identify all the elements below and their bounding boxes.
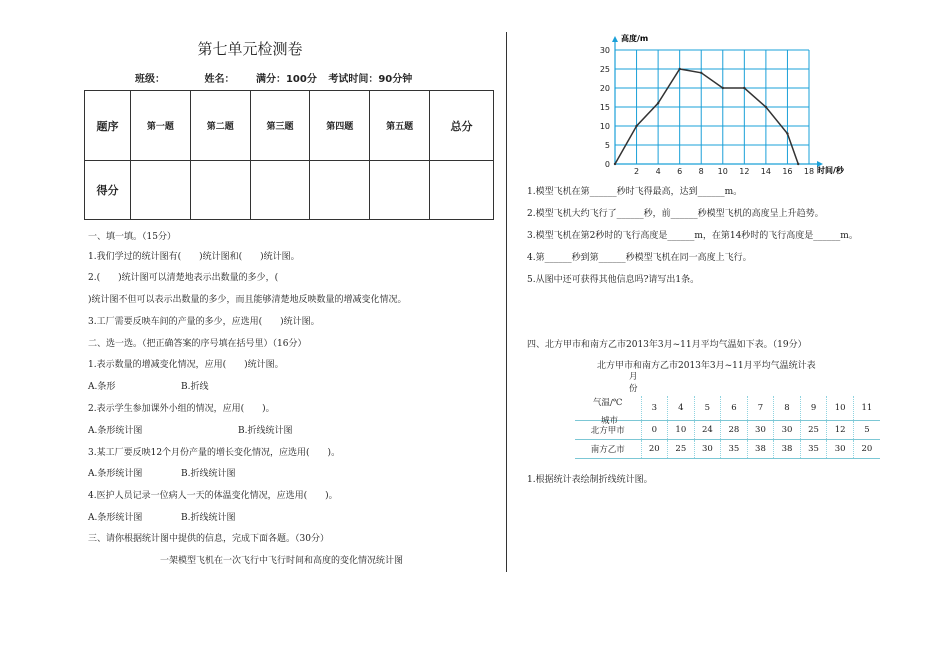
x-tick-label: 6 (677, 167, 683, 176)
temp-cell: 24 (694, 421, 721, 440)
corner-city-label: 城市 (601, 416, 619, 426)
temp-cell: 10 (668, 421, 695, 440)
data-point (797, 163, 799, 165)
data-point (765, 106, 767, 108)
question-text: 2.表示学生参加课外小组的情况，应用( )。 (88, 404, 275, 414)
option-text: A.条形统计图 (88, 513, 143, 523)
month-header: 4 (668, 396, 695, 421)
y-tick-label: 25 (599, 65, 610, 74)
temp-cell: 0 (641, 421, 668, 440)
data-point (678, 68, 680, 70)
temp-cell: 35 (800, 440, 827, 459)
y-tick-label: 20 (599, 84, 610, 93)
month-header: 3 (641, 396, 668, 421)
temp-cell: 30 (827, 440, 854, 459)
exam-time-label: 考试时间：90分钟 (328, 74, 413, 85)
score-blank-cell[interactable] (430, 161, 494, 220)
table-title: 北方甲市和南方乙市2013年3月~11月平均气温统计表 (597, 361, 816, 371)
data-point (786, 132, 788, 134)
data-point (722, 87, 724, 89)
table-corner-cell (575, 372, 641, 396)
series-line (615, 69, 798, 164)
student-info-line (135, 70, 434, 85)
score-table-header-cell: 第四题 (310, 91, 370, 161)
y-tick-label: 10 (599, 122, 610, 131)
data-point (743, 87, 745, 89)
table-row (575, 440, 880, 459)
y-axis-label: 高度/m (621, 34, 649, 43)
temp-cell: 35 (721, 440, 748, 459)
temp-cell: 30 (774, 421, 801, 440)
column-divider (506, 32, 507, 572)
chart-caption: 一架模型飞机在一次飞行中飞行时间和高度的变化情况统计图 (160, 556, 404, 566)
page-title: 第七单元检测卷 (197, 40, 303, 58)
month-header: 5 (694, 396, 721, 421)
temp-cell: 12 (827, 421, 854, 440)
x-tick-label: 10 (717, 167, 728, 176)
option-text: B.折线 (181, 382, 209, 392)
temperature-table (575, 372, 880, 459)
x-tick-label: 12 (739, 167, 750, 176)
y-tick-label: 30 (599, 46, 610, 55)
question-text: )统计图不但可以表示出数量的多少，而且能够清楚地反映数量的增减变化情况。 (88, 295, 407, 305)
option-text: A.条形 (88, 382, 116, 392)
section-3-heading: 三、请你根据统计图中提供的信息，完成下面各题。（30分） (88, 534, 329, 544)
height-time-line-chart (595, 30, 865, 180)
data-point (700, 72, 702, 74)
score-blank-cell[interactable] (131, 161, 191, 220)
class-label: 班级： (135, 74, 165, 85)
y-tick-label: 15 (599, 103, 610, 112)
option-text: A.条形统计图 (88, 426, 143, 436)
score-blank-cell[interactable] (370, 161, 430, 220)
score-blank-cell[interactable] (190, 161, 250, 220)
x-axis-label: 时间/秒 (817, 166, 844, 175)
month-header: 10 (827, 396, 854, 421)
temp-cell: 25 (800, 421, 827, 440)
temp-cell: 38 (747, 440, 774, 459)
x-tick-label: 8 (698, 167, 704, 176)
city-name: 南方乙市 (575, 440, 641, 459)
table-question: 1.根据统计表绘制折线统计图。 (527, 475, 653, 485)
chart-question: 3.模型飞机在第2秒时的飞行高度是______m，在第14秒时的飞行高度是______m。 (527, 231, 858, 241)
question-text: 1.表示数量的增减变化情况，应用( )统计图。 (88, 360, 284, 370)
name-label: 姓名： (204, 74, 235, 85)
section-2-heading: 二、选一选。（把正确答案的序号填在括号里）（16分） (88, 339, 307, 349)
section-4-heading: 四、北方甲市和南方乙市2013年3月~11月平均气温如下表。（19分） (527, 340, 807, 350)
x-tick-label: 16 (782, 167, 793, 176)
score-blank-cell[interactable] (310, 161, 370, 220)
score-table-header-cell: 题序 (85, 91, 131, 161)
score-table-header-cell: 第一题 (131, 91, 191, 161)
score-blank-cell[interactable] (250, 161, 310, 220)
y-tick-label: 5 (604, 141, 610, 150)
x-tick-label: 14 (760, 167, 771, 176)
score-table (84, 90, 494, 220)
data-point (614, 163, 616, 165)
month-header: 6 (721, 396, 748, 421)
x-tick-label: 18 (803, 167, 815, 176)
city-name: 北方甲市 (575, 421, 641, 440)
question-text: 4.医护人员记录一位病人一天的体温变化情况，应选用( )。 (88, 491, 338, 501)
option-text: B.折线统计图 (238, 426, 293, 436)
temp-cell: 30 (747, 421, 774, 440)
option-text: B.折线统计图 (181, 513, 236, 523)
y-tick-label: 0 (604, 160, 610, 169)
score-row-label: 得分 (85, 161, 131, 220)
full-score-label: 满分：100分 (255, 74, 317, 85)
temp-cell: 38 (774, 440, 801, 459)
month-header: 8 (774, 396, 801, 421)
month-header: 11 (853, 396, 880, 421)
score-table-header-cell: 第二题 (190, 91, 250, 161)
section-1-heading: 一、填一填。（15分） (88, 232, 176, 242)
score-table-header-cell: 总分 (430, 91, 494, 161)
score-table-header-cell: 第三题 (250, 91, 310, 161)
chart-question: 5.从图中还可获得其他信息吗?请写出1条。 (527, 275, 700, 285)
option-text: A.条形统计图 (88, 469, 143, 479)
option-text: B.折线统计图 (181, 469, 236, 479)
temp-cell: 5 (853, 421, 880, 440)
chart-question: 2.模型飞机大约飞行了______秒，前______秒模型飞机的高度呈上升趋势。 (527, 209, 824, 219)
month-header: 7 (747, 396, 774, 421)
temp-cell: 30 (694, 440, 721, 459)
temp-cell: 20 (641, 440, 668, 459)
question-text: 2.( )统计图可以清楚地表示出数量的多少，( (88, 273, 279, 283)
question-text: 3.某工厂要反映12个月份产量的增长变化情况，应选用( )。 (88, 448, 341, 458)
question-text: 1.我们学过的统计图有( )统计图和( )统计图。 (88, 252, 300, 262)
table-row (575, 421, 880, 440)
month-header: 9 (800, 396, 827, 421)
data-point (635, 125, 637, 127)
question-text: 3.工厂需要反映车间的产量的多少，应选用( )统计图。 (88, 317, 320, 327)
corner-temp-label: 气温/℃ (593, 398, 623, 408)
temp-cell: 25 (668, 440, 695, 459)
score-table-header-cell: 第五题 (370, 91, 430, 161)
chart-question: 4.第______秒到第______秒模型飞机在同一高度上飞行。 (527, 253, 752, 263)
x-tick-label: 2 (634, 167, 640, 176)
chart-question: 1.模型飞机在第______秒时飞得最高，达到______m。 (527, 187, 743, 197)
data-point (657, 102, 659, 104)
temp-cell: 20 (853, 440, 880, 459)
y-axis-arrow (612, 36, 618, 42)
temp-cell: 28 (721, 421, 748, 440)
x-tick-label: 4 (655, 167, 661, 176)
table-corner-cell (575, 396, 641, 426)
corner-month-label: 月份 (629, 372, 638, 394)
